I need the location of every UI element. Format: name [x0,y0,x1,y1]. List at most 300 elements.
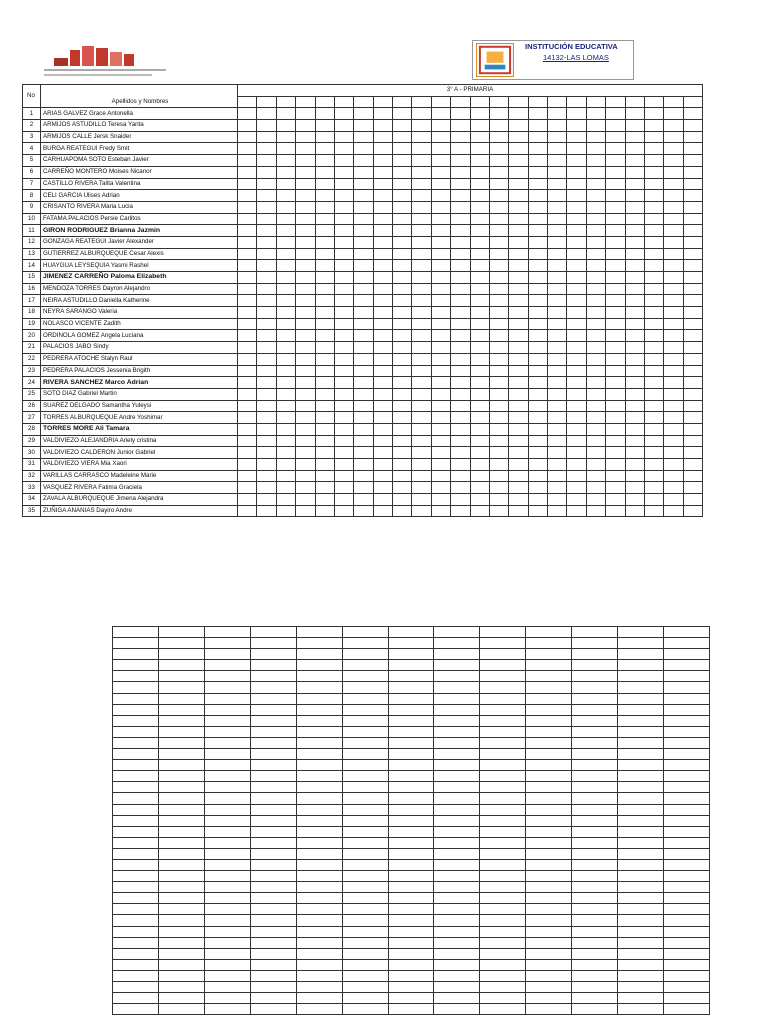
grid-cell [250,837,296,848]
grade-entry-cell [683,143,702,155]
grade-entry-cell [393,365,412,377]
grid-cell [618,682,664,693]
grade-entry-cell [606,377,625,389]
grid-cell [250,926,296,937]
student-name: ZUÑIGA ANANIAS Dayiro Andre [41,505,238,517]
grid-cell [204,715,250,726]
student-name: VASQUEZ RIVERA Fatima Graciela [41,482,238,494]
grade-entry-cell [567,295,586,307]
grade-entry-cell [509,260,528,272]
grade-entry-cell [528,470,547,482]
grade-entry-cell [412,330,431,342]
grade-entry-cell [373,166,392,178]
grid-cell [618,982,664,993]
grade-entry-cell [683,435,702,447]
grid-cell [204,915,250,926]
student-number: 22 [23,353,41,365]
grade-entry-cell [470,166,489,178]
grid-cell [113,627,159,638]
grade-entry-cell [606,213,625,225]
grid-row [113,926,710,937]
student-row [23,236,703,248]
grade-entry-cell [257,307,276,319]
grade-entry-cell [451,447,470,459]
grid-cell [434,693,480,704]
grade-entry-cell [354,283,373,295]
grid-cell [526,682,572,693]
grade-entry-cell [644,178,663,190]
grid-cell [296,871,342,882]
grid-cell [388,782,434,793]
grid-cell [113,959,159,970]
grid-cell [158,627,204,638]
student-name: NEIRA ASTUDILLO Daniella Katherine [41,295,238,307]
grade-entry-cell [489,283,508,295]
grade-entry-cell [548,505,567,517]
grid-cell [434,649,480,660]
grade-entry-cell [373,225,392,237]
grid-cell [342,970,388,981]
grade-entry-cell [451,412,470,424]
grid-cell [296,715,342,726]
grade-entry-cell [606,143,625,155]
grid-cell [526,1004,572,1015]
grid-cell [158,737,204,748]
grade-entry-cell [315,272,334,284]
grade-entry-cell [644,143,663,155]
grade-entry-cell [315,120,334,132]
grade-entry-cell [470,412,489,424]
grade-entry-cell [451,423,470,435]
grade-entry-cell [606,272,625,284]
grade-entry-cell [664,377,683,389]
grid-cell [250,848,296,859]
grade-entry-cell [238,178,257,190]
grade-entry-cell [664,318,683,330]
grid-cell [296,704,342,715]
grid-cell [480,1004,526,1015]
grade-entry-cell [354,108,373,120]
grid-cell [158,859,204,870]
grade-entry-cell [528,190,547,202]
grade-entry-cell [528,459,547,471]
grade-entry-cell [451,353,470,365]
student-row [23,225,703,237]
grid-cell [158,782,204,793]
grid-cell [296,793,342,804]
grid-cell [342,893,388,904]
grade-entry-cell [276,155,295,167]
grade-entry-cell [257,494,276,506]
grid-row [113,871,710,882]
grade-entry-cell [238,166,257,178]
student-name: PALACIOS JABO Sindy [41,342,238,354]
grade-entry-cell [586,494,605,506]
grid-cell [113,782,159,793]
grade-entry-cell [683,330,702,342]
grade-entry-cell [470,482,489,494]
grade-entry-cell [257,470,276,482]
grid-row [113,882,710,893]
grade-entry-cell [528,248,547,260]
grade-entry-cell [470,470,489,482]
student-name: CARHUAPOMA SOTO Esteban Javier [41,155,238,167]
grade-entry-cell [548,236,567,248]
grid-cell [618,671,664,682]
grade-entry-cell [431,494,450,506]
student-number: 13 [23,248,41,260]
grid-cell [480,638,526,649]
grade-entry-cell [238,283,257,295]
grid-row [113,1004,710,1015]
grade-entry-cell [567,365,586,377]
student-name: TORRES MORE Ali Tamara [41,423,238,435]
grid-cell [296,948,342,959]
grid-cell [204,649,250,660]
grid-cell [158,815,204,826]
grid-cell [113,937,159,948]
grid-cell [572,649,618,660]
grade-entry-cell [238,400,257,412]
grade-entry-cell [683,131,702,143]
student-name: FATAMA PALACIOS Persie Carlitos [41,213,238,225]
grid-cell [526,848,572,859]
grade-entry-cell [334,342,353,354]
student-row [23,143,703,155]
grid-cell [204,671,250,682]
grade-entry-cell [470,435,489,447]
grid-cell [342,815,388,826]
grade-entry-cell [334,353,353,365]
grid-cell [204,737,250,748]
grid-cell [526,915,572,926]
grid-cell [664,804,710,815]
grid-cell [526,871,572,882]
grid-cell [250,904,296,915]
grade-entry-cell [509,155,528,167]
grid-cell [342,993,388,1004]
grade-entry-cell [567,225,586,237]
grade-entry-cell [489,108,508,120]
grade-entry-cell [393,353,412,365]
grid-cell [342,771,388,782]
grade-entry-cell [644,318,663,330]
grid-cell [296,815,342,826]
grade-entry-cell [412,447,431,459]
student-number: 17 [23,295,41,307]
grid-cell [158,937,204,948]
grade-entry-cell [683,377,702,389]
grid-cell [204,993,250,1004]
grade-entry-cell [257,155,276,167]
blank-cell [470,96,489,108]
grade-entry-cell [451,482,470,494]
grade-entry-cell [431,470,450,482]
student-number: 30 [23,447,41,459]
grade-entry-cell [393,342,412,354]
grid-cell [664,859,710,870]
grade-entry-cell [567,201,586,213]
grade-entry-cell [683,318,702,330]
blank-grid-table [112,626,710,1015]
grid-row [113,959,710,970]
grade-entry-cell [644,201,663,213]
grid-cell [618,760,664,771]
grid-cell [158,904,204,915]
student-row [23,342,703,354]
grade-entry-cell [567,470,586,482]
grade-entry-cell [373,120,392,132]
grade-entry-cell [606,494,625,506]
grade-entry-cell [489,412,508,424]
grid-cell [342,804,388,815]
grade-entry-cell [257,435,276,447]
grade-entry-cell [586,435,605,447]
grade-entry-cell [257,283,276,295]
grade-entry-cell [567,260,586,272]
grade-entry-cell [276,295,295,307]
grade-entry-cell [393,260,412,272]
grid-cell [113,671,159,682]
grade-entry-cell [548,482,567,494]
grid-cell [618,1004,664,1015]
grade-entry-cell [509,166,528,178]
grade-entry-cell [431,342,450,354]
grid-cell [480,782,526,793]
grade-entry-cell [470,330,489,342]
grade-entry-cell [373,108,392,120]
grid-cell [572,715,618,726]
grade-entry-cell [296,342,315,354]
grade-entry-cell [276,342,295,354]
grade-entry-cell [451,307,470,319]
grid-cell [158,871,204,882]
grade-entry-cell [509,388,528,400]
grade-entry-cell [683,353,702,365]
grade-entry-cell [664,201,683,213]
grade-entry-cell [528,307,547,319]
grade-entry-cell [431,388,450,400]
student-number: 26 [23,400,41,412]
grid-cell [158,915,204,926]
grid-cell [526,649,572,660]
grade-entry-cell [315,108,334,120]
grid-cell [618,926,664,937]
grade-entry-cell [315,155,334,167]
grid-row [113,749,710,760]
grid-cell [572,771,618,782]
grade-entry-cell [509,236,528,248]
student-name: CARREÑO MONTERO Moises Nicanor [41,166,238,178]
student-name: PEDRERA ATOCHE Stalyn Raul [41,353,238,365]
grade-entry-cell [431,423,450,435]
grade-entry-cell [334,388,353,400]
grade-entry-cell [412,166,431,178]
grade-entry-cell [412,400,431,412]
grid-cell [526,859,572,870]
grid-cell [664,926,710,937]
grid-cell [618,859,664,870]
student-number: 25 [23,388,41,400]
grid-row [113,970,710,981]
grade-entry-cell [238,225,257,237]
grid-cell [250,760,296,771]
student-name: ARMIJOS ASTUDILLO Teresa Yarita [41,120,238,132]
grade-entry-cell [354,260,373,272]
grade-entry-cell [606,236,625,248]
grade-entry-cell [548,470,567,482]
grade-entry-cell [373,155,392,167]
grade-entry-cell [664,260,683,272]
blank-cell [644,96,663,108]
grid-cell [572,726,618,737]
grid-cell [342,882,388,893]
grade-entry-cell [296,412,315,424]
student-row [23,400,703,412]
grid-cell [204,859,250,870]
grid-cell [480,848,526,859]
grade-entry-cell [238,190,257,202]
grid-row [113,804,710,815]
grid-cell [113,804,159,815]
grade-entry-cell [238,272,257,284]
grade-entry-cell [548,423,567,435]
grade-entry-cell [548,295,567,307]
grade-entry-cell [528,412,547,424]
student-name: PEDRERA PALACIOS Jessenia Brigith [41,365,238,377]
grid-cell [204,682,250,693]
grade-entry-cell [412,272,431,284]
grade-entry-cell [683,307,702,319]
blank-cell [276,96,295,108]
grade-entry-cell [334,120,353,132]
grid-cell [342,926,388,937]
grade-entry-cell [470,201,489,213]
grade-entry-cell [548,494,567,506]
grade-entry-cell [354,447,373,459]
grade-entry-cell [315,190,334,202]
grade-entry-cell [586,330,605,342]
grade-entry-cell [315,423,334,435]
grid-cell [526,948,572,959]
grid-cell [204,982,250,993]
grid-cell [480,671,526,682]
grid-cell [526,693,572,704]
grade-entry-cell [664,225,683,237]
grade-entry-cell [567,318,586,330]
grid-cell [572,693,618,704]
grade-entry-cell [276,318,295,330]
grid-cell [618,737,664,748]
grade-entry-cell [393,143,412,155]
grade-entry-cell [354,388,373,400]
grade-entry-cell [644,412,663,424]
grid-cell [204,627,250,638]
grade-entry-cell [257,236,276,248]
grade-entry-cell [412,213,431,225]
grade-entry-cell [276,377,295,389]
grade-entry-cell [373,377,392,389]
grade-entry-cell [393,459,412,471]
grid-cell [434,715,480,726]
grid-cell [342,715,388,726]
grade-entry-cell [393,225,412,237]
blank-cell [354,96,373,108]
grade-entry-cell [548,353,567,365]
grid-cell [480,649,526,660]
grid-cell [618,915,664,926]
grid-cell [526,760,572,771]
grid-cell [618,959,664,970]
grade-entry-cell [393,201,412,213]
grid-cell [250,682,296,693]
grid-cell [526,893,572,904]
grid-cell [250,1004,296,1015]
grade-entry-cell [257,213,276,225]
grade-entry-cell [625,388,644,400]
grid-cell [113,771,159,782]
grade-entry-cell [548,201,567,213]
grade-entry-cell [431,459,450,471]
grid-cell [434,771,480,782]
grade-entry-cell [586,143,605,155]
grade-entry-cell [238,447,257,459]
grid-cell [664,959,710,970]
grid-cell [480,749,526,760]
grade-entry-cell [683,120,702,132]
grid-cell [434,882,480,893]
grade-entry-cell [257,178,276,190]
grade-entry-cell [393,131,412,143]
grade-entry-cell [625,365,644,377]
grade-entry-cell [451,248,470,260]
grade-entry-cell [412,505,431,517]
student-number: 15 [23,272,41,284]
grade-entry-cell [238,131,257,143]
grade-entry-cell [586,178,605,190]
grid-cell [250,982,296,993]
grade-entry-cell [489,120,508,132]
grade-entry-cell [470,365,489,377]
grade-entry-cell [315,459,334,471]
student-number: 27 [23,412,41,424]
grid-cell [204,749,250,760]
grid-cell [434,871,480,882]
grade-entry-cell [606,365,625,377]
blank-cell [451,96,470,108]
grid-cell [388,937,434,948]
student-row [23,377,703,389]
grid-cell [572,882,618,893]
grade-entry-cell [257,447,276,459]
grade-entry-cell [625,143,644,155]
grade-entry-cell [664,131,683,143]
grade-entry-cell [528,482,547,494]
grade-entry-cell [625,342,644,354]
grade-entry-cell [625,494,644,506]
grade-entry-cell [393,155,412,167]
grade-entry-cell [664,505,683,517]
grade-entry-cell [315,143,334,155]
student-row [23,459,703,471]
grade-entry-cell [586,318,605,330]
grid-row [113,771,710,782]
grade-entry-cell [431,412,450,424]
grade-entry-cell [644,505,663,517]
grade-entry-cell [509,295,528,307]
grid-cell [480,771,526,782]
grade-entry-cell [238,155,257,167]
